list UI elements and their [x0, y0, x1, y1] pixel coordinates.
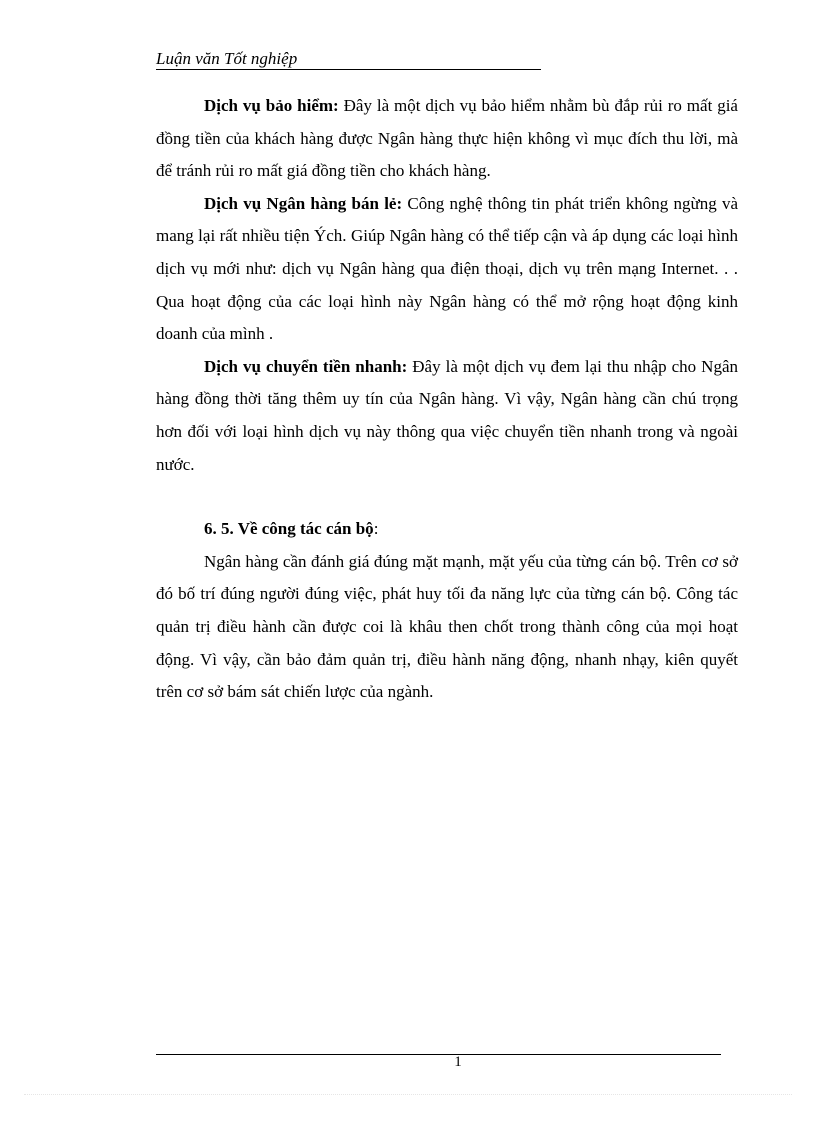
paragraph-term: Dịch vụ bảo hiểm:: [204, 96, 339, 115]
paragraph-text: Đây là một dịch vụ bảo hiểm nhằm bù đắp rủi ro mất giá đồng tiền của khách hàng được Ngân hàng thực hiện không vì mục đích thu lời, mà để tránh rủi ro mất giá đồng tiền cho khách hàng.: [156, 96, 738, 181]
paragraph-insurance-service: [156, 90, 738, 188]
section-heading: [156, 513, 738, 546]
paragraph-text: Công nghệ thông tin phát triển không ngừng và mang lại rất nhiều tiện Ých. Giúp Ngân hàng có thể tiếp cận và áp dụng các loại hình dịch vụ mới như: dịch vụ Ngân hàng qua điện thoại, dịch vụ trên mạng Internet. . . Qua hoạt động của các loại hình này Ngân hàng có thể mở rộng hoạt động kinh doanh của mình .: [156, 193, 738, 344]
paragraph-text: Ngân hàng cần đánh giá đúng mặt mạnh, mặt yếu của từng cán bộ. Trên cơ sở đó bố trí đúng người đúng việc, phát huy tối đa năng lực của từng cán bộ. Công tác quản trị điều hành cần được coi là khâu then chốt trong thành công của mọi hoạt động. Vì vậy, cần bảo đảm quản trị, điều hành năng động, nhanh nhạy, kiên quyết trên cơ sở bám sát chiến lược của ngành.: [156, 551, 738, 702]
document-body: [156, 90, 738, 709]
footer-divider: [156, 1054, 721, 1055]
paragraph-term: Dịch vụ chuyển tiền nhanh:: [204, 356, 408, 376]
paragraph-fast-transfer: [156, 351, 738, 481]
paragraph-retail-banking: [156, 188, 738, 351]
section-heading-text: 6. 5. Về công tác cán bộ: [204, 519, 374, 539]
paragraph-text: Đây là một dịch vụ đem lại thu nhập cho Ngân hàng đồng thời tăng thêm uy tín của Ngân hàng. Vì vậy, Ngân hàng cần chú trọng hơn đối với loại hình dịch vụ này thông qua việc chuyển tiền nhanh trong và ngoài nước.: [156, 356, 738, 474]
header-title: Luận văn Tốt nghiệp: [156, 49, 298, 68]
paragraph-term: Dịch vụ Ngân hàng bán lẻ:: [204, 193, 403, 213]
page-header: [156, 48, 541, 70]
page-bottom-border: [24, 1094, 792, 1095]
section-heading-colon: :: [373, 519, 379, 539]
paragraph-staff-management: [156, 546, 738, 709]
page-number: 1: [454, 1054, 462, 1070]
